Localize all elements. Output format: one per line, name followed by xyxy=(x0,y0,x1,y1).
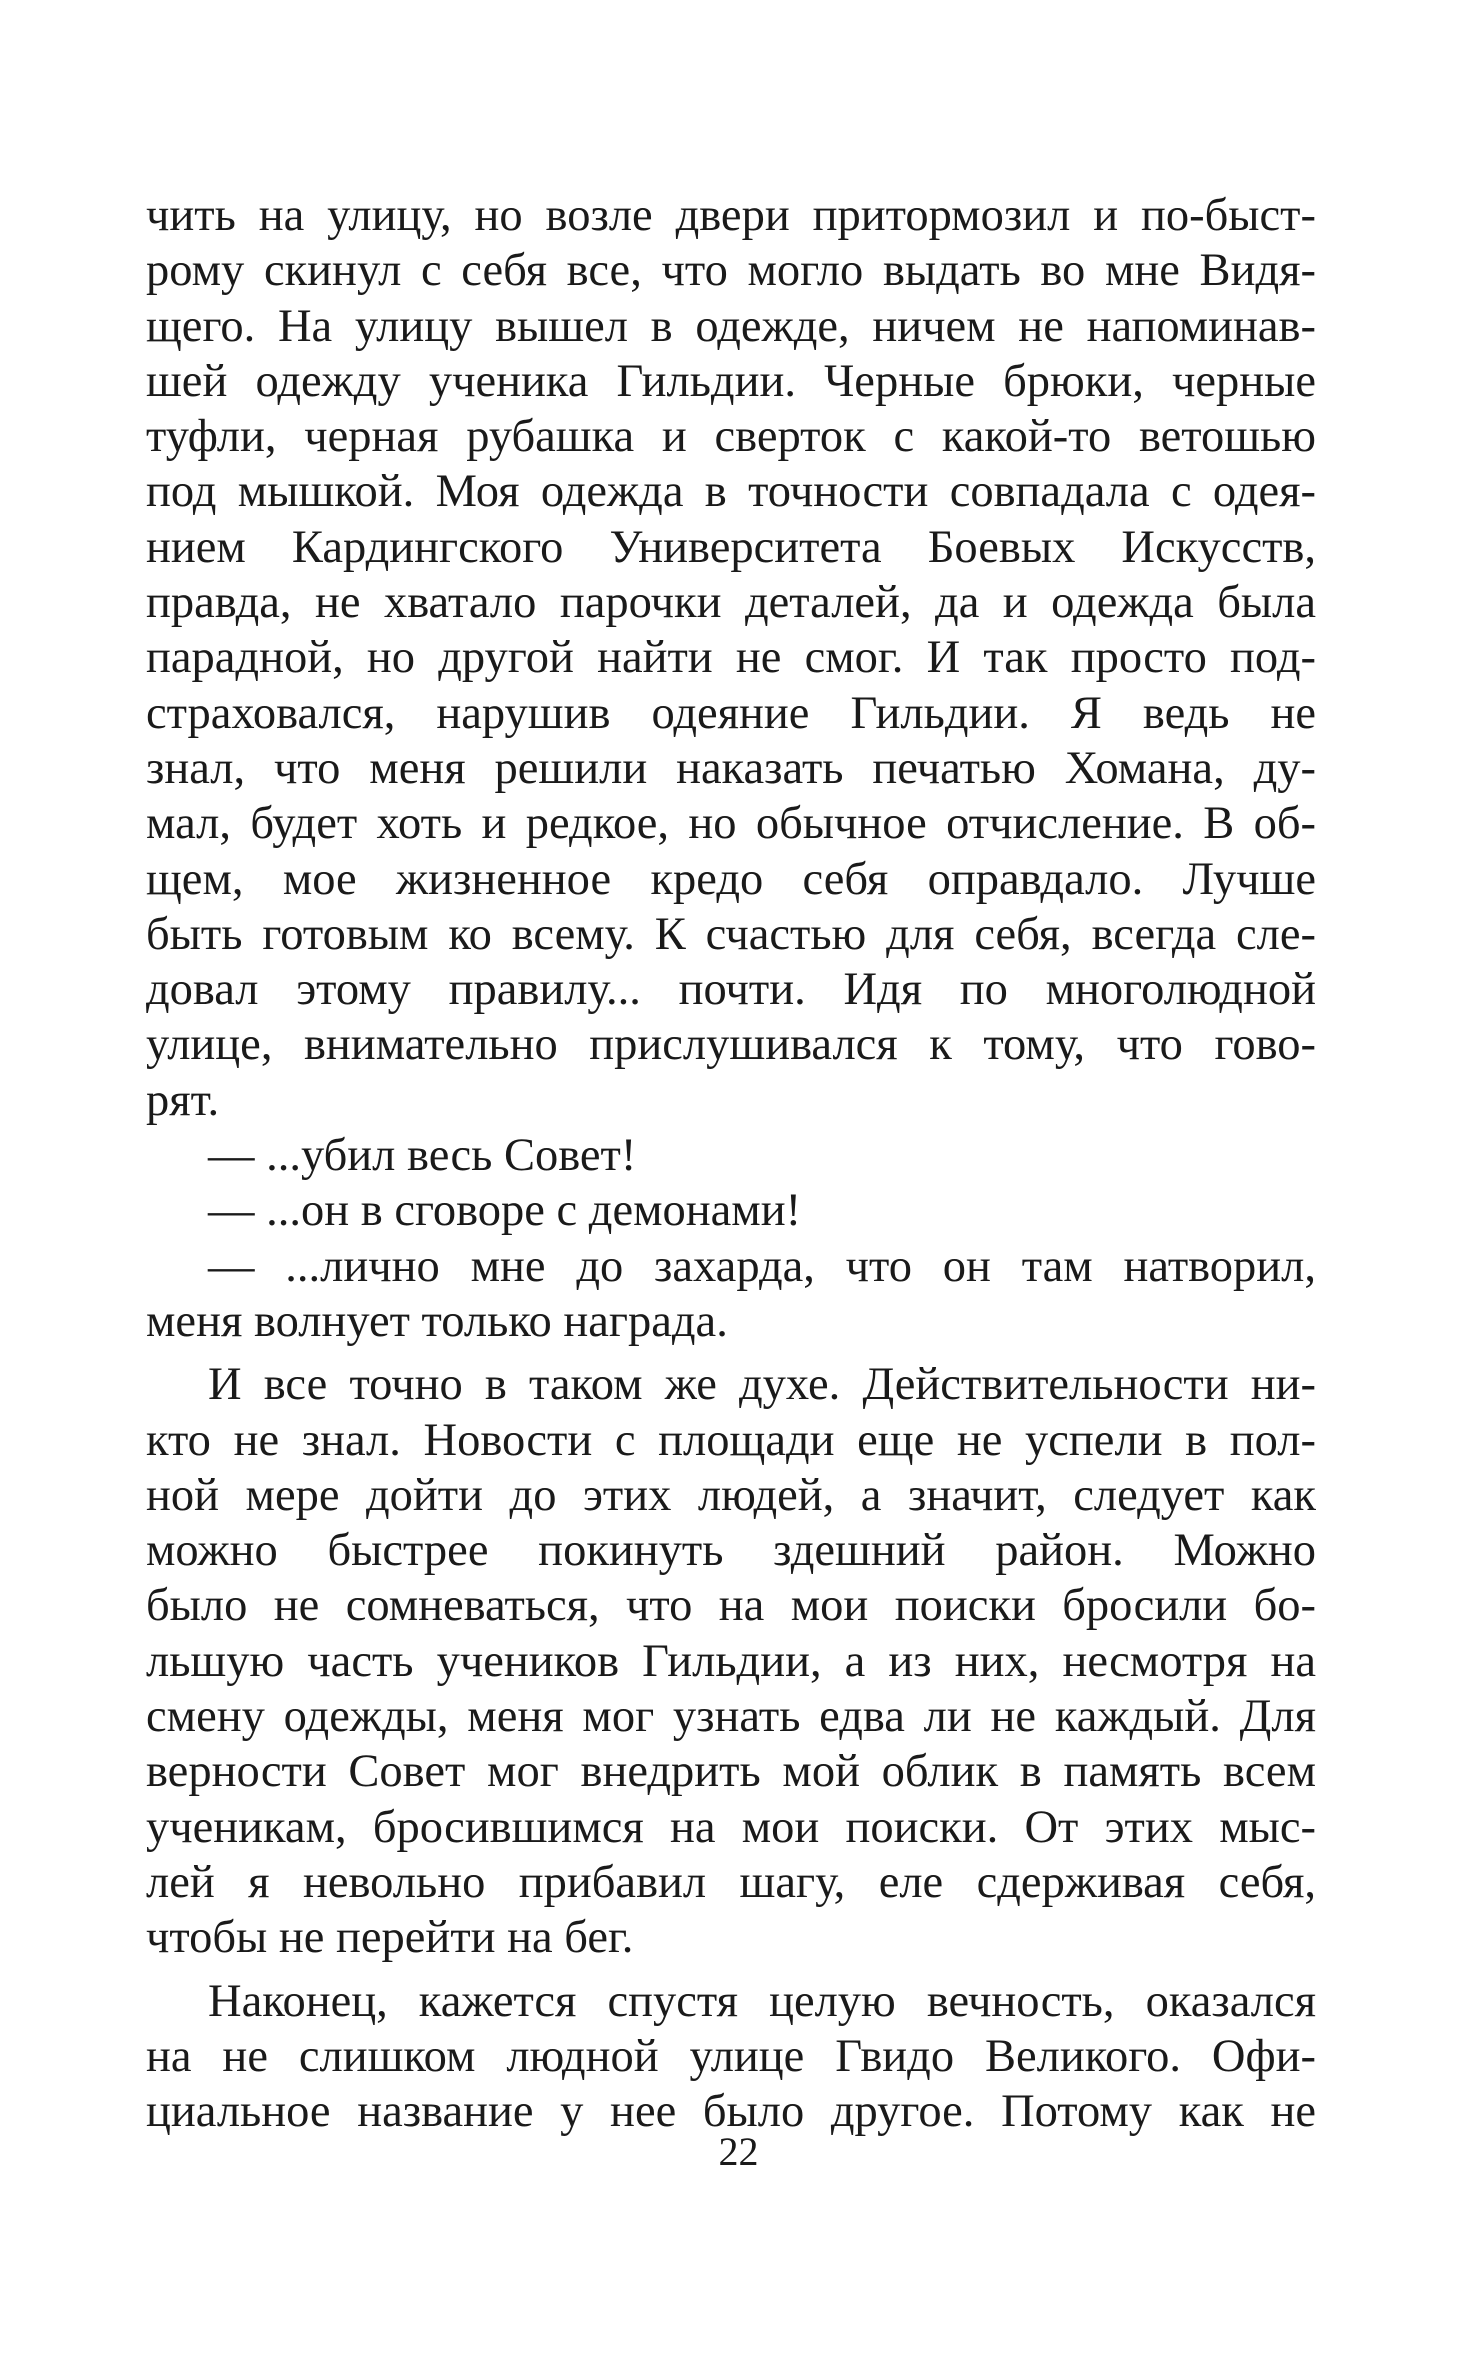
text-line: можно быстрее покинуть здешний район. Можно xyxy=(146,1525,1316,1577)
paragraph-gap xyxy=(146,1349,1316,1357)
page-number: 22 xyxy=(718,2129,759,2174)
text-line: шей одежду ученика Гильдии. Черные брюки, черные xyxy=(146,355,1316,407)
text-line: чить на улицу, но возле двери притормозил и по-быст- xyxy=(146,190,1316,241)
paragraph-gap xyxy=(146,1966,1316,1974)
text-line: меня волнует только награда. xyxy=(146,1295,728,1347)
text-line: щего. На улицу вышел в одежде, ничем не напоминав- xyxy=(146,300,1316,352)
text-line: И все точно в таком же духе. Действительности ни- xyxy=(208,1359,1316,1411)
text-line: ной мере дойти до этих людей, а значит, следует как xyxy=(146,1469,1316,1521)
page-body xyxy=(146,188,1316,2139)
text-line: лей я невольно прибавил шагу, еле сдерживая себя, xyxy=(146,1856,1316,1908)
text-line: довал этому правилу... почти. Идя по многолюдной xyxy=(146,964,1316,1016)
text-line: кто не знал. Новости с площади еще не успели в пол- xyxy=(146,1414,1316,1466)
text-line: рому скинул с себя все, что могло выдать во мне Видя- xyxy=(146,245,1316,297)
text-line: рят. xyxy=(146,1074,220,1126)
text-line: ученикам, бросившимся на мои поиски. От этих мыс- xyxy=(146,1801,1316,1853)
text-line: — ...лично мне до захарда, что он там натворил, xyxy=(208,1240,1316,1292)
paragraph-1 xyxy=(146,188,1316,1128)
text-line: парадной, но другой найти не смог. И так просто под- xyxy=(146,632,1316,684)
text-line: чтобы не перейти на бег. xyxy=(146,1912,634,1964)
text-line: знал, что меня решили наказать печатью Хомана, ду- xyxy=(146,742,1316,794)
dialogue-line-3 xyxy=(146,1239,1316,1350)
text-line: правда, не хватало парочки деталей, да и одежда была xyxy=(146,577,1316,629)
text-line: было не сомневаться, что на мои поиски бросили бо- xyxy=(146,1580,1316,1632)
text-line: Наконец, кажется спустя целую вечность, оказался xyxy=(208,1975,1316,2027)
text-line: под мышкой. Моя одежда в точности совпадала с одея- xyxy=(146,466,1316,518)
text-line: страховался, нарушив одеяние Гильдии. Я ведь не xyxy=(146,687,1316,739)
text-line: верности Совет мог внедрить мой облик в память всем xyxy=(146,1746,1316,1798)
text-line: смену одежды, меня мог узнать едва ли не каждый. Для xyxy=(146,1691,1316,1743)
paragraph-3 xyxy=(146,1974,1316,2140)
text-line: щем, мое жизненное кредо себя оправдало. Лучше xyxy=(146,853,1316,905)
text-line: льшую часть учеников Гильдии, а из них, несмотря на xyxy=(146,1635,1316,1687)
paragraph-2 xyxy=(146,1357,1316,1965)
text-line: циальное название у нее было другое. Потому как не xyxy=(146,2086,1316,2138)
dialogue-line-2: — ...он в сговоре с демонами! xyxy=(208,1185,802,1237)
text-line: мал, будет хоть и редкое, но обычное отчисление. В об- xyxy=(146,798,1316,850)
dialogue-line-1: — ...убил весь Совет! xyxy=(208,1130,637,1182)
text-line: туфли, черная рубашка и сверток с какой-то ветошью xyxy=(146,411,1316,463)
text-line: нием Кардингского Университета Боевых Искусств, xyxy=(146,521,1316,573)
text-line: быть готовым ко всему. К счастью для себя, всегда сле- xyxy=(146,908,1316,960)
text-line: улице, внимательно прислушивался к тому, что гово- xyxy=(146,1019,1316,1071)
text-line: на не слишком людной улице Гвидо Великого. Офи- xyxy=(146,2030,1316,2082)
